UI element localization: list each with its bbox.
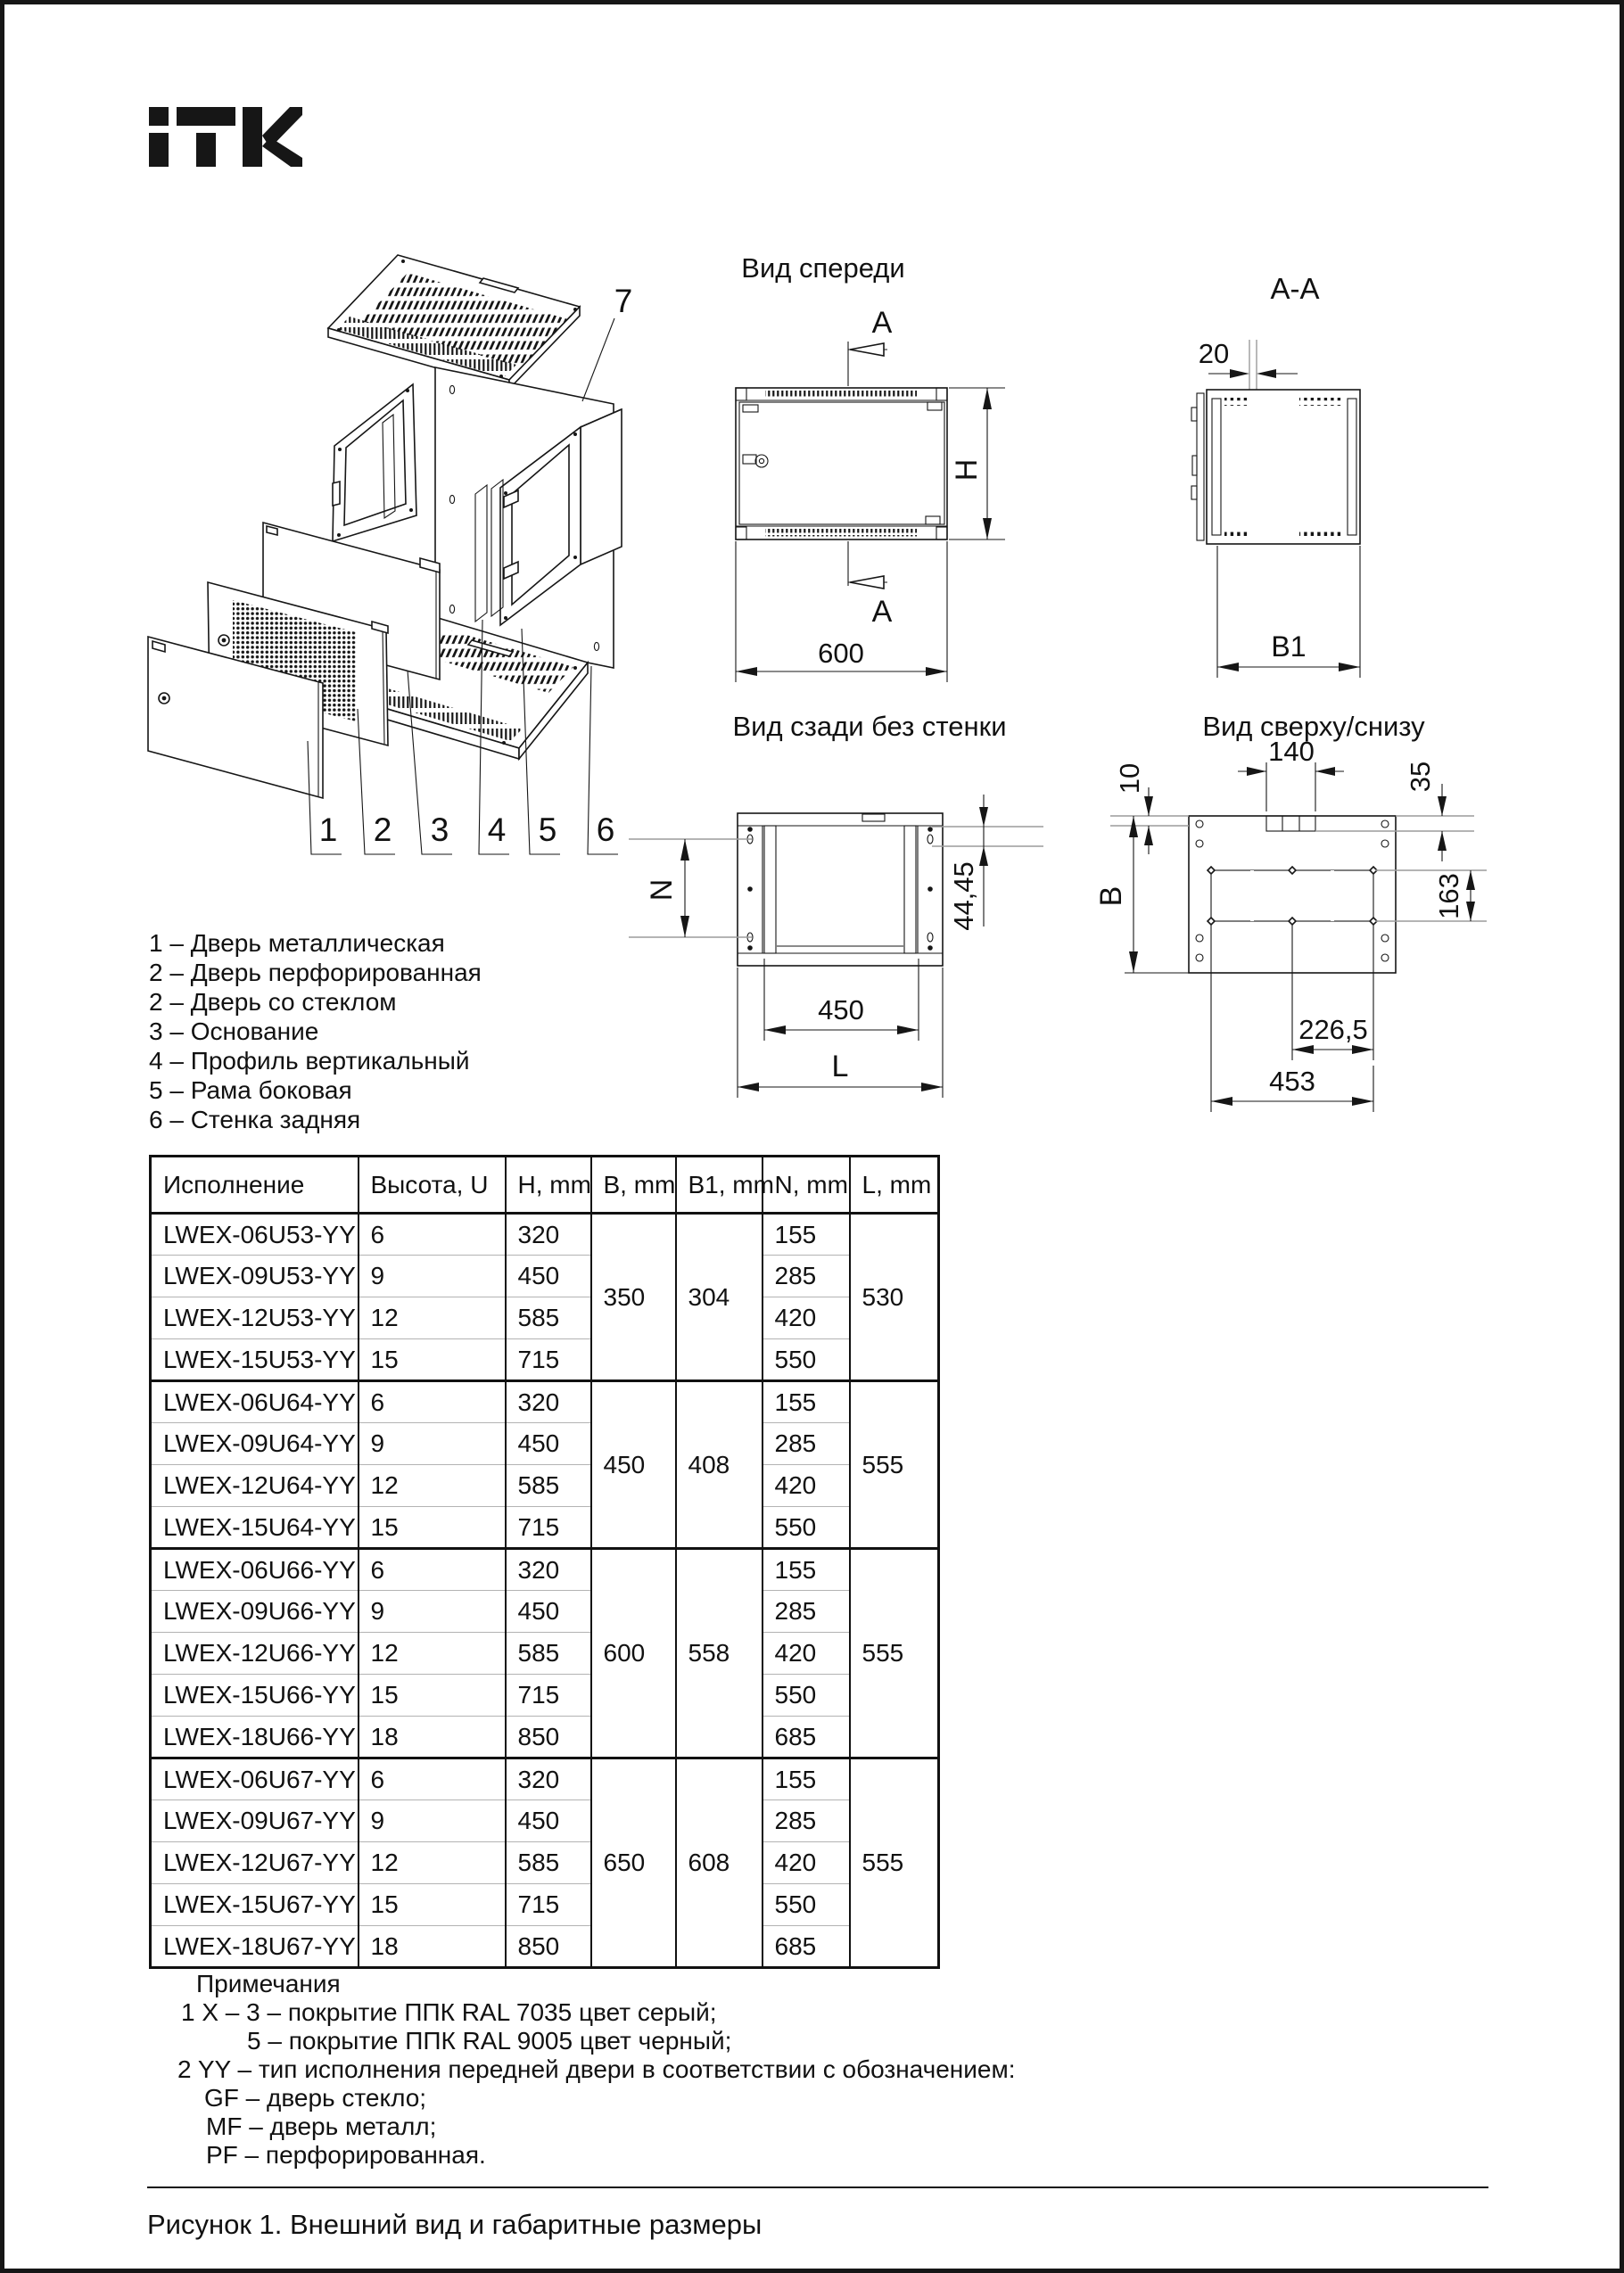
table-cell: 420 xyxy=(763,1465,850,1507)
table-cell: 550 xyxy=(763,1884,850,1926)
table-cell: 9 xyxy=(359,1256,506,1297)
dimension-table-wrap xyxy=(149,1155,940,1969)
table-row xyxy=(151,1800,939,1842)
exploded-view xyxy=(148,255,632,854)
table-cell: LWEX-09U66-YY xyxy=(151,1591,359,1633)
note-line: 2 YY – тип исполнения передней двери в соответствии с обозначением: xyxy=(177,2055,1016,2083)
table-cell: 285 xyxy=(763,1800,850,1842)
table-cell: 320 xyxy=(506,1549,591,1591)
dim-10: 10 xyxy=(1114,762,1145,795)
table-row xyxy=(151,1842,939,1884)
table-row xyxy=(151,1633,939,1675)
table-cell: 420 xyxy=(763,1297,850,1339)
table-cell: 450 xyxy=(506,1423,591,1465)
table-cell: 304 xyxy=(676,1214,763,1381)
note-line: 1 X – 3 – покрытие ППК RAL 7035 цвет серый; xyxy=(181,1998,717,2026)
table-row xyxy=(151,1675,939,1717)
callout-5: 5 xyxy=(538,811,557,848)
table-cell: LWEX-06U67-YY xyxy=(151,1758,359,1800)
table-header-cell: L, mm xyxy=(850,1157,939,1214)
table-row xyxy=(151,1507,939,1549)
table-cell: 420 xyxy=(763,1633,850,1675)
callout-2: 2 xyxy=(373,811,392,848)
table-row xyxy=(151,1884,939,1926)
table-cell: 450 xyxy=(506,1800,591,1842)
table-cell: 12 xyxy=(359,1842,506,1884)
table-cell: 9 xyxy=(359,1423,506,1465)
dim-B: B xyxy=(1094,885,1128,907)
dim-226-5: 226,5 xyxy=(1298,1014,1368,1045)
table-cell: 650 xyxy=(591,1758,676,1968)
rear-view-title: Вид сзади без стенки xyxy=(732,711,1007,742)
table-cell: LWEX-15U64-YY xyxy=(151,1507,359,1549)
dim-453: 453 xyxy=(1269,1066,1315,1097)
table-cell: LWEX-15U66-YY xyxy=(151,1675,359,1717)
table-cell: LWEX-18U66-YY xyxy=(151,1717,359,1758)
figure-caption: Рисунок 1. Внешний вид и габаритные размеры xyxy=(147,2209,763,2240)
table-cell: LWEX-12U64-YY xyxy=(151,1465,359,1507)
table-cell: LWEX-12U66-YY xyxy=(151,1633,359,1675)
table-cell: LWEX-06U64-YY xyxy=(151,1381,359,1423)
table-row xyxy=(151,1465,939,1507)
cut-label-bottom: A xyxy=(871,595,893,629)
section-view xyxy=(1191,272,1360,678)
dim-450: 450 xyxy=(818,994,864,1025)
callout-7: 7 xyxy=(614,283,633,319)
dim-H: H xyxy=(950,458,984,482)
table-cell: 408 xyxy=(676,1381,763,1549)
note-line: PF – перфорированная. xyxy=(206,2141,486,2169)
table-cell: 12 xyxy=(359,1633,506,1675)
dim-N: N xyxy=(645,878,679,902)
table-cell: 18 xyxy=(359,1717,506,1758)
table-cell: 550 xyxy=(763,1339,850,1381)
table-cell: 285 xyxy=(763,1423,850,1465)
side-frame-left-part xyxy=(333,384,416,541)
table-cell: 6 xyxy=(359,1549,506,1591)
itk-logo xyxy=(149,107,302,167)
rear-view xyxy=(629,711,1043,1098)
legend-item: 5 – Рама боковая xyxy=(149,1076,352,1104)
callout-4: 4 xyxy=(487,811,507,848)
legend-item: 2 – Дверь со стеклом xyxy=(149,988,397,1016)
note-line: MF – дверь металл; xyxy=(206,2112,437,2140)
table-cell: 558 xyxy=(676,1549,763,1758)
table-cell: LWEX-09U53-YY xyxy=(151,1256,359,1297)
table-header-cell: Исполнение xyxy=(151,1157,359,1214)
table-cell: 555 xyxy=(850,1758,939,1968)
table-cell: 15 xyxy=(359,1339,506,1381)
table-cell: 6 xyxy=(359,1758,506,1800)
dim-20: 20 xyxy=(1198,338,1230,369)
table-row xyxy=(151,1758,939,1800)
table-cell: LWEX-09U67-YY xyxy=(151,1800,359,1842)
table-cell: LWEX-12U67-YY xyxy=(151,1842,359,1884)
dim-140: 140 xyxy=(1268,736,1315,767)
table-cell: LWEX-09U64-YY xyxy=(151,1423,359,1465)
note-line: Примечания xyxy=(196,1970,341,1997)
table-cell: 155 xyxy=(763,1214,850,1256)
dim-600: 600 xyxy=(818,638,864,669)
table-cell: 600 xyxy=(591,1549,676,1758)
legend-item: 2 – Дверь перфорированная xyxy=(149,959,482,986)
table-cell: LWEX-06U53-YY xyxy=(151,1214,359,1256)
table-cell: 585 xyxy=(506,1633,591,1675)
table-cell: 608 xyxy=(676,1758,763,1968)
table-cell: 320 xyxy=(506,1214,591,1256)
table-row xyxy=(151,1297,939,1339)
table-cell: 9 xyxy=(359,1800,506,1842)
table-cell: 15 xyxy=(359,1675,506,1717)
dim-163: 163 xyxy=(1433,873,1464,919)
callout-3: 3 xyxy=(430,811,449,848)
table-cell: 850 xyxy=(506,1717,591,1758)
table-cell: 155 xyxy=(763,1758,850,1800)
table-cell: 155 xyxy=(763,1549,850,1591)
table-cell: 320 xyxy=(506,1381,591,1423)
table-header-cell: Высота, U xyxy=(359,1157,506,1214)
table-cell: LWEX-15U53-YY xyxy=(151,1339,359,1381)
table-cell: 6 xyxy=(359,1214,506,1256)
legend-item: 1 – Дверь металлическая xyxy=(149,929,445,957)
legend-item: 4 – Профиль вертикальный xyxy=(149,1047,470,1075)
note-line: GF – дверь стекло; xyxy=(204,2084,427,2112)
table-cell: 555 xyxy=(850,1381,939,1549)
table-cell: 285 xyxy=(763,1256,850,1297)
table-header-row xyxy=(151,1157,939,1214)
table-header-cell: B, mm xyxy=(591,1157,676,1214)
front-view xyxy=(736,252,1005,682)
table-row xyxy=(151,1381,939,1423)
callout-6: 6 xyxy=(596,811,615,848)
table-cell: 18 xyxy=(359,1926,506,1968)
table-cell: 585 xyxy=(506,1297,591,1339)
table-cell: 320 xyxy=(506,1758,591,1800)
cut-label-top: A xyxy=(871,306,893,340)
table-cell: 550 xyxy=(763,1675,850,1717)
table-cell: 155 xyxy=(763,1381,850,1423)
table-cell: LWEX-12U53-YY xyxy=(151,1297,359,1339)
table-cell: 6 xyxy=(359,1381,506,1423)
table-header-cell: B1, mm xyxy=(676,1157,763,1214)
callout-1: 1 xyxy=(318,811,338,848)
table-cell: LWEX-18U67-YY xyxy=(151,1926,359,1968)
table-cell: 9 xyxy=(359,1591,506,1633)
table-cell: 450 xyxy=(506,1256,591,1297)
table-cell: 12 xyxy=(359,1297,506,1339)
dim-44-45: 44,45 xyxy=(948,861,979,931)
legend-item: 3 – Основание xyxy=(149,1017,319,1045)
dim-B1: B1 xyxy=(1271,630,1307,663)
legend-list xyxy=(149,928,482,1134)
table-cell: 15 xyxy=(359,1884,506,1926)
top-cover-part xyxy=(328,255,580,389)
table-cell: 555 xyxy=(850,1549,939,1758)
table-row xyxy=(151,1256,939,1297)
table-cell: 420 xyxy=(763,1842,850,1884)
legend-item: 6 – Стенка задняя xyxy=(149,1106,361,1133)
table-row xyxy=(151,1339,939,1381)
section-title: A-A xyxy=(1270,272,1320,305)
table-row xyxy=(151,1717,939,1758)
table-row xyxy=(151,1423,939,1465)
table-cell: 530 xyxy=(850,1214,939,1381)
table-cell: 585 xyxy=(506,1842,591,1884)
table-cell: 715 xyxy=(506,1339,591,1381)
top-view xyxy=(1094,711,1487,1112)
table-cell: 350 xyxy=(591,1214,676,1381)
table-cell: 850 xyxy=(506,1926,591,1968)
table-cell: LWEX-15U67-YY xyxy=(151,1884,359,1926)
table-cell: 715 xyxy=(506,1884,591,1926)
table-cell: 715 xyxy=(506,1507,591,1549)
table-row xyxy=(151,1591,939,1633)
table-cell: LWEX-06U66-YY xyxy=(151,1549,359,1591)
table-row xyxy=(151,1549,939,1591)
divider-line xyxy=(147,2187,1488,2188)
dimension-table xyxy=(149,1155,940,1969)
table-header-cell: H, mm xyxy=(506,1157,591,1214)
notes-block xyxy=(147,1970,1016,2170)
top-view-title: Вид сверху/снизу xyxy=(1202,711,1425,742)
front-view-title: Вид спереди xyxy=(741,252,905,284)
table-cell: 685 xyxy=(763,1926,850,1968)
table-cell: 585 xyxy=(506,1465,591,1507)
table-cell: 285 xyxy=(763,1591,850,1633)
table-row xyxy=(151,1926,939,1968)
dim-35: 35 xyxy=(1405,761,1436,793)
table-cell: 12 xyxy=(359,1465,506,1507)
table-row xyxy=(151,1214,939,1256)
dim-L: L xyxy=(831,1050,849,1083)
table-cell: 450 xyxy=(591,1381,676,1549)
table-cell: 15 xyxy=(359,1507,506,1549)
table-header-cell: N, mm xyxy=(763,1157,850,1214)
table-cell: 715 xyxy=(506,1675,591,1717)
table-cell: 685 xyxy=(763,1717,850,1758)
table-cell: 450 xyxy=(506,1591,591,1633)
table-cell: 550 xyxy=(763,1507,850,1549)
note-line: 5 – покрытие ППК RAL 9005 цвет черный; xyxy=(247,2027,732,2055)
